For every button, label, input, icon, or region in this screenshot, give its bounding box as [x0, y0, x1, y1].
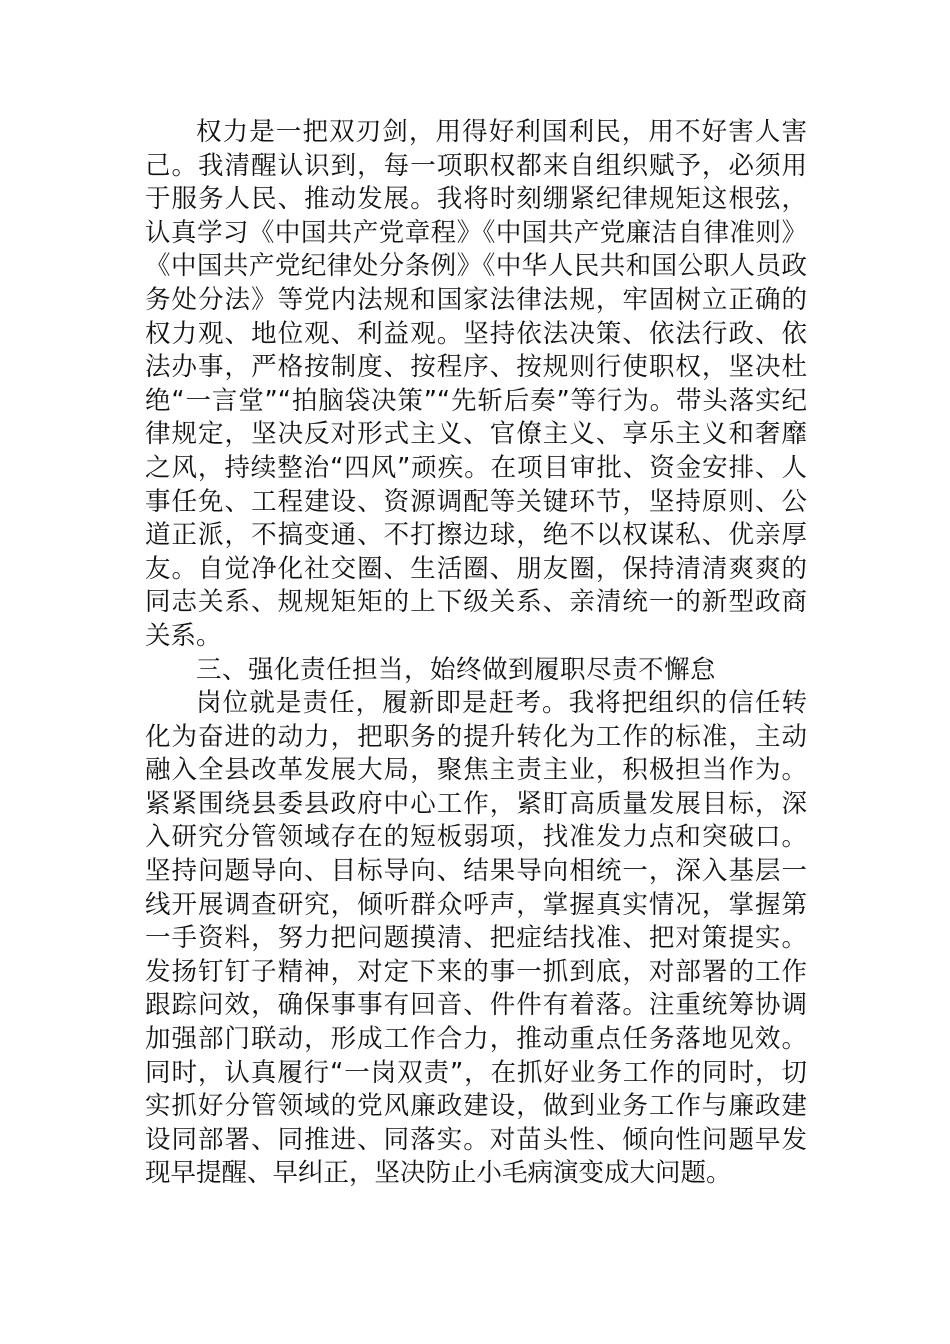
- section-heading-responsibility: 三、强化责任担当，始终做到履职尽责不懈怠: [196, 654, 717, 685]
- paragraph-power-discipline: 权力是一把双刃剑，用得好利国利民，用不好害人害己。我清醒认识到，每一项职权都来自组织赋予，必须用于服务人民、推动发展。我将时刻绷紧纪律规矩这根弦，认真学习《中国共产党章程》《中国共产党廉洁自律准则》《中国共产党纪律处分条例》《中华人民共和国公职人员政务处分法》等党内法规和国家法律法规，牢固树立正确的权力观、地位观、利益观。坚持依法决策、依法行政、依法办事，严格按制度、按程序、按规则行使职权，坚决杜绝“一言堂”“拍脑袋决策”“先斩后奏”等行为。带头落实纪律规定，坚决反对形式主义、官僚主义、享乐主义和奢靡之风，持续整治“四风”顽疾。在项目审批、资金安排、人事任免、工程建设、资源调配等关键环节，坚持原则、公道正派，不搞变通、不打擦边球，绝不以权谋私、优亲厚友。自觉净化社交圈、生活圈、朋友圈，保持清清爽爽的同志关系、规规矩矩的上下级关系、亲清统一的新型政商关系。: [145, 117, 807, 651]
- paragraph-responsibility: 岗位就是责任，履新即是赶考。我将把组织的信任转化为奋进的动力，把职务的提升转化为工作的标准，主动融入全县改革发展大局，聚焦主责主业，积极担当作为。紧紧围绕县委县政府中心工作，紧盯高质量发展目标，深入研究分管领域存在的短板弱项，找准发力点和突破口。坚持问题导向、目标导向、结果导向相统一，深入基层一线开展调查研究，倾听群众呼声，掌握真实情况，掌握第一手资料，努力把问题摸清、把症结找准、把对策提实。发扬钉钉子精神，对定下来的事一抓到底，对部署的工作跟踪问效，确保事事有回音、件件有着落。注重统筹协调加强部门联动，形成工作合力，推动重点任务落地见效。同时，认真履行“一岗双责”，在抓好业务工作的同时，切实抓好分管领域的党风廉政建设，做到业务工作与廉政建设同部署、同推进、同落实。对苗头性、倾向性问题早发现早提醒、早纠正，坚决防止小毛病演变成大问题。: [145, 688, 807, 1189]
- document-body: [145, 116, 807, 1191]
